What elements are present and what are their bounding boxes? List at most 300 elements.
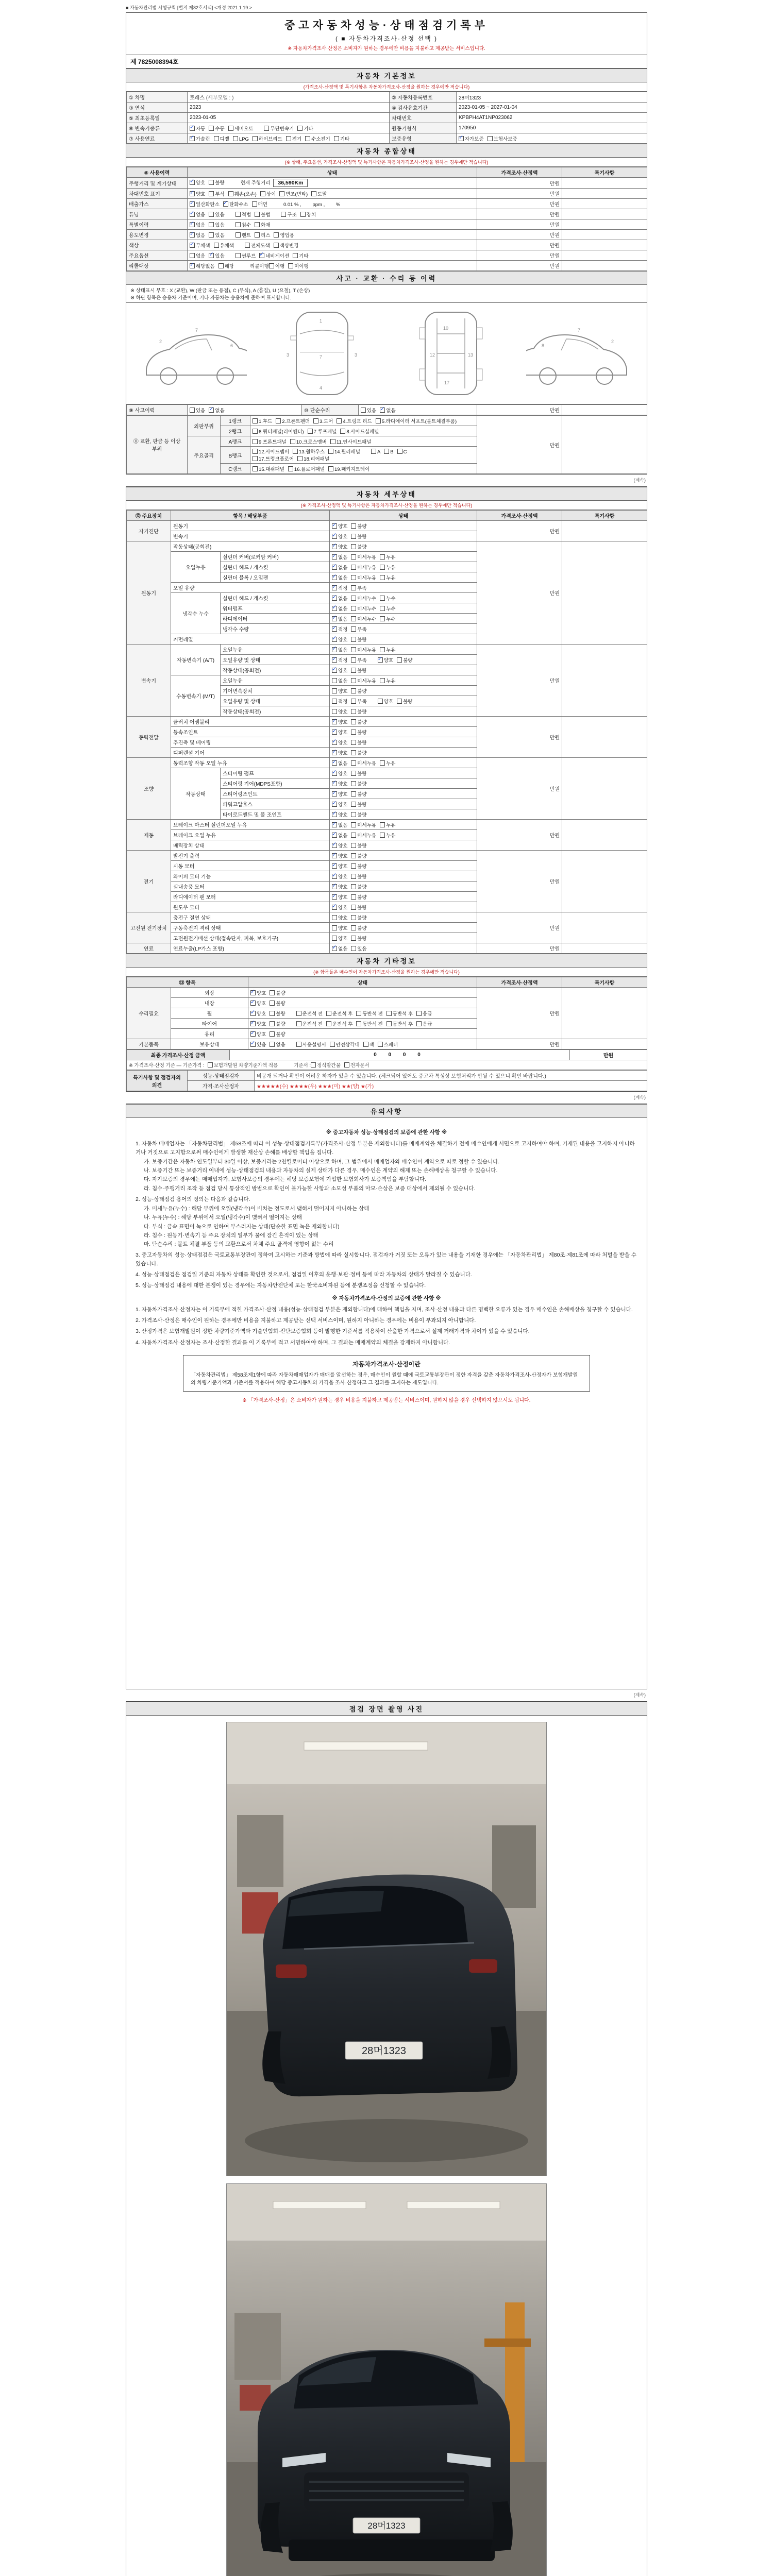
checkbox-item[interactable] bbox=[332, 699, 347, 705]
checkbox-미세누수[interactable] bbox=[351, 606, 356, 611]
checkbox-네비게이션[interactable] bbox=[259, 253, 264, 258]
checkbox-디젤[interactable] bbox=[214, 136, 219, 141]
checkbox-불량[interactable] bbox=[351, 730, 356, 735]
checkbox-누수[interactable] bbox=[380, 616, 385, 621]
checks-cell[interactable] bbox=[330, 665, 477, 675]
checkbox-양호[interactable] bbox=[332, 863, 337, 869]
checks-cell[interactable] bbox=[359, 405, 477, 415]
checkbox-동반석 전[interactable] bbox=[356, 1011, 361, 1016]
checkbox-item[interactable] bbox=[332, 534, 347, 540]
checkbox-적정[interactable] bbox=[332, 657, 337, 663]
checkbox-item[interactable] bbox=[270, 1011, 285, 1017]
checkbox-item[interactable] bbox=[279, 192, 308, 197]
checkbox-양호[interactable] bbox=[250, 1031, 256, 1037]
checkbox-적정[interactable] bbox=[332, 626, 337, 632]
checkbox-item[interactable] bbox=[351, 679, 376, 684]
checks-cell[interactable] bbox=[330, 727, 477, 737]
checkbox-item[interactable] bbox=[296, 1011, 323, 1017]
checkbox-양호[interactable] bbox=[250, 1001, 256, 1006]
warranty-checks[interactable] bbox=[457, 133, 647, 144]
checkbox-불법[interactable] bbox=[255, 212, 260, 217]
checkbox-item[interactable] bbox=[337, 419, 372, 425]
checkbox-item[interactable] bbox=[351, 545, 366, 550]
checks-cell[interactable] bbox=[330, 943, 477, 954]
checkbox-item[interactable] bbox=[255, 212, 270, 218]
checkbox-item[interactable] bbox=[270, 1042, 285, 1048]
checkbox-item[interactable] bbox=[252, 202, 267, 208]
checkbox-19.패키지트레이[interactable] bbox=[328, 466, 333, 471]
checks-cell[interactable] bbox=[330, 809, 477, 820]
checkbox-item[interactable] bbox=[288, 264, 309, 269]
checkbox-없음[interactable] bbox=[380, 408, 385, 413]
checkbox-item[interactable] bbox=[209, 233, 224, 239]
checks-cell[interactable] bbox=[330, 737, 477, 748]
checkbox-item[interactable] bbox=[264, 126, 294, 132]
checkbox-화재[interactable] bbox=[255, 222, 260, 227]
checkbox-누유[interactable] bbox=[380, 760, 385, 766]
checkbox-기타[interactable] bbox=[293, 253, 298, 258]
checkbox-item[interactable] bbox=[332, 658, 347, 664]
checkbox-item[interactable] bbox=[228, 192, 257, 197]
checkbox-item[interactable] bbox=[214, 243, 234, 249]
checks-cell[interactable] bbox=[330, 840, 477, 851]
checkbox-item[interactable] bbox=[297, 456, 329, 462]
checkbox-item[interactable] bbox=[380, 761, 395, 767]
checkbox-item[interactable] bbox=[332, 545, 347, 550]
checkbox-item[interactable] bbox=[332, 761, 347, 767]
checkbox-기타[interactable] bbox=[334, 136, 339, 141]
checkbox-item[interactable] bbox=[208, 1063, 278, 1069]
checkbox-item[interactable] bbox=[250, 1022, 266, 1027]
checkbox-item[interactable] bbox=[351, 617, 376, 622]
checkbox-item[interactable] bbox=[351, 596, 376, 602]
checkbox-item[interactable] bbox=[236, 223, 251, 228]
checkbox-양호[interactable] bbox=[332, 771, 337, 776]
checkbox-양호[interactable] bbox=[378, 699, 383, 704]
checkbox-9.프론트패널[interactable] bbox=[253, 439, 258, 444]
checkbox-item[interactable] bbox=[190, 137, 210, 142]
checkbox-item[interactable] bbox=[351, 668, 366, 674]
checkbox-10.크로스멤버[interactable] bbox=[290, 439, 295, 444]
checkbox-미세누유[interactable] bbox=[351, 833, 356, 838]
checkbox-자가보증[interactable] bbox=[459, 136, 464, 141]
checkbox-item[interactable] bbox=[328, 449, 360, 455]
checks-cell[interactable] bbox=[250, 416, 477, 426]
checkbox-응급[interactable] bbox=[416, 1021, 422, 1026]
transmission-checks[interactable] bbox=[188, 123, 390, 133]
checkbox-운전석 전[interactable] bbox=[296, 1011, 301, 1016]
checkbox-양호[interactable] bbox=[332, 915, 337, 920]
checkbox-불량[interactable] bbox=[351, 812, 356, 817]
checks-cell[interactable] bbox=[330, 521, 477, 531]
checkbox-해당없음[interactable] bbox=[190, 263, 195, 268]
checkbox-없음[interactable] bbox=[190, 253, 195, 258]
checkbox-item[interactable] bbox=[253, 449, 289, 455]
checkbox-item[interactable] bbox=[380, 606, 395, 612]
checkbox-불량[interactable] bbox=[351, 925, 356, 930]
checkbox-있음[interactable] bbox=[250, 1042, 256, 1047]
checkbox-불량[interactable] bbox=[351, 688, 356, 693]
checkbox-item[interactable] bbox=[190, 264, 215, 269]
checkbox-불량[interactable] bbox=[351, 791, 356, 796]
checkbox-양호[interactable] bbox=[332, 750, 337, 755]
checkbox-item[interactable] bbox=[380, 823, 395, 828]
checkbox-렌트[interactable] bbox=[236, 232, 241, 238]
checkbox-item[interactable] bbox=[351, 761, 376, 767]
checkbox-item[interactable] bbox=[190, 233, 205, 239]
checkbox-item[interactable] bbox=[380, 833, 395, 839]
checkbox-item[interactable] bbox=[332, 627, 347, 633]
checkbox-없음[interactable] bbox=[332, 946, 337, 951]
checkbox-16.플로어패널[interactable] bbox=[288, 466, 293, 471]
checkbox-item[interactable] bbox=[330, 439, 372, 445]
checkbox-item[interactable] bbox=[296, 1022, 323, 1027]
checkbox-item[interactable] bbox=[330, 1042, 360, 1048]
checkbox-item[interactable] bbox=[380, 596, 395, 602]
checkbox-item[interactable] bbox=[378, 1042, 398, 1048]
checkbox-탄화수소[interactable] bbox=[223, 201, 228, 207]
checkbox-item[interactable] bbox=[344, 1063, 369, 1069]
checks-cell[interactable] bbox=[330, 645, 477, 655]
checkbox-1.후드[interactable] bbox=[253, 418, 258, 423]
checkbox-item[interactable] bbox=[270, 991, 285, 996]
checkbox-B[interactable] bbox=[384, 449, 389, 454]
checkbox-item[interactable] bbox=[332, 792, 347, 798]
checks-cell[interactable] bbox=[330, 552, 477, 562]
checkbox-item[interactable] bbox=[332, 895, 347, 901]
checkbox-누수[interactable] bbox=[380, 596, 385, 601]
checkbox-6.쿼터패널(리어펜더)[interactable] bbox=[253, 429, 258, 434]
checkbox-item[interactable] bbox=[209, 253, 224, 259]
checkbox-item[interactable] bbox=[351, 555, 376, 561]
checkbox-무단변속기[interactable] bbox=[264, 126, 269, 131]
checkbox-운전석 후[interactable] bbox=[326, 1011, 331, 1016]
checkbox-누유[interactable] bbox=[380, 554, 385, 560]
checkbox-item[interactable] bbox=[351, 740, 366, 746]
checkbox-item[interactable] bbox=[363, 1042, 374, 1048]
checkbox-item[interactable] bbox=[308, 429, 337, 435]
checkbox-item[interactable] bbox=[351, 637, 366, 643]
checkbox-item[interactable] bbox=[351, 874, 366, 880]
checkbox-양호[interactable] bbox=[190, 180, 195, 185]
checkbox-전자문서[interactable] bbox=[344, 1062, 349, 1067]
checkbox-부족[interactable] bbox=[351, 585, 356, 590]
checkbox-item[interactable] bbox=[332, 885, 347, 890]
checkbox-item[interactable] bbox=[340, 429, 379, 435]
checkbox-훼손(오손)[interactable] bbox=[228, 191, 233, 196]
checkbox-양호[interactable] bbox=[332, 894, 337, 900]
checkbox-불량[interactable] bbox=[351, 740, 356, 745]
checks-cell[interactable] bbox=[330, 912, 477, 923]
checkbox-불량[interactable] bbox=[351, 802, 356, 807]
checkbox-item[interactable] bbox=[250, 1042, 266, 1048]
checkbox-item[interactable] bbox=[236, 253, 256, 259]
checkbox-누유[interactable] bbox=[380, 647, 385, 652]
checks-cell[interactable] bbox=[330, 541, 477, 552]
checkbox-item[interactable] bbox=[190, 408, 205, 414]
checks-cell[interactable] bbox=[330, 748, 477, 758]
checkbox-item[interactable] bbox=[209, 212, 224, 218]
checkbox-item[interactable] bbox=[332, 720, 347, 725]
checks-cell[interactable] bbox=[330, 706, 477, 717]
checkbox-item[interactable] bbox=[332, 730, 347, 736]
checkbox-item[interactable] bbox=[281, 212, 296, 218]
checkbox-item[interactable] bbox=[351, 627, 366, 633]
checkbox-미세누유[interactable] bbox=[351, 678, 356, 683]
checkbox-item[interactable] bbox=[351, 771, 366, 777]
checkbox-item[interactable] bbox=[296, 1042, 326, 1048]
checkbox-item[interactable] bbox=[351, 586, 366, 591]
odometer-cell[interactable] bbox=[188, 178, 477, 189]
checkbox-양호[interactable] bbox=[332, 740, 337, 745]
checkbox-item[interactable] bbox=[351, 524, 366, 530]
checkbox-누수[interactable] bbox=[380, 606, 385, 611]
checkbox-item[interactable] bbox=[190, 253, 205, 259]
checkbox-색상변경[interactable] bbox=[274, 243, 279, 248]
checkbox-item[interactable] bbox=[245, 243, 270, 249]
checkbox-item[interactable] bbox=[332, 936, 347, 942]
checkbox-운전석 전[interactable] bbox=[296, 1021, 301, 1026]
checkbox-미세누유[interactable] bbox=[351, 760, 356, 766]
checkbox-불량[interactable] bbox=[270, 1031, 275, 1037]
checkbox-양호[interactable] bbox=[332, 709, 337, 714]
checkbox-일산화탄소[interactable] bbox=[190, 201, 195, 207]
checkbox-item[interactable] bbox=[332, 946, 347, 952]
checkbox-item[interactable] bbox=[332, 843, 347, 849]
checkbox-item[interactable] bbox=[250, 1032, 266, 1038]
checks-cell[interactable] bbox=[330, 686, 477, 696]
checkbox-item[interactable] bbox=[332, 740, 347, 746]
checkbox-item[interactable] bbox=[253, 429, 304, 435]
checkbox-item[interactable] bbox=[351, 895, 366, 901]
checkbox-item[interactable] bbox=[255, 233, 270, 239]
checkbox-item[interactable] bbox=[332, 782, 347, 787]
checkbox-item[interactable] bbox=[332, 854, 347, 859]
checkbox-item[interactable] bbox=[351, 854, 366, 859]
checkbox-item[interactable] bbox=[334, 137, 349, 142]
checkbox-자동[interactable] bbox=[190, 126, 195, 131]
checkbox-불량[interactable] bbox=[397, 699, 402, 704]
checkbox-item[interactable] bbox=[351, 751, 366, 756]
checkbox-동반석 후[interactable] bbox=[386, 1021, 392, 1026]
checkbox-18.리어패널[interactable] bbox=[297, 456, 303, 461]
checks-cell[interactable] bbox=[330, 799, 477, 809]
checkbox-불량[interactable] bbox=[351, 915, 356, 920]
checkbox-불량[interactable] bbox=[270, 1001, 275, 1006]
checkbox-item[interactable] bbox=[361, 408, 376, 414]
checkbox-구조[interactable] bbox=[281, 212, 286, 217]
checkbox-불량[interactable] bbox=[351, 894, 356, 900]
checkbox-item[interactable] bbox=[223, 202, 248, 208]
checks-cell[interactable] bbox=[330, 717, 477, 727]
checkbox-없음[interactable] bbox=[332, 596, 337, 601]
checkbox-불량[interactable] bbox=[351, 709, 356, 714]
checkbox-적정[interactable] bbox=[332, 585, 337, 590]
checkbox-없음[interactable] bbox=[190, 232, 195, 238]
checkbox-item[interactable] bbox=[351, 792, 366, 798]
checks-cell[interactable] bbox=[248, 1008, 477, 1019]
checks-cell[interactable] bbox=[330, 851, 477, 861]
checkbox-불량[interactable] bbox=[351, 853, 356, 858]
checkbox-불량[interactable] bbox=[351, 750, 356, 755]
checkbox-부족[interactable] bbox=[351, 699, 356, 704]
checkbox-item[interactable] bbox=[380, 679, 395, 684]
checkbox-기타[interactable] bbox=[297, 126, 303, 131]
checkbox-가솔린[interactable] bbox=[190, 136, 195, 141]
checkbox-없음[interactable] bbox=[332, 822, 337, 827]
checkbox-item[interactable] bbox=[190, 223, 205, 228]
checks-cell[interactable] bbox=[330, 830, 477, 840]
checkbox-item[interactable] bbox=[351, 720, 366, 725]
checkbox-있음[interactable] bbox=[209, 222, 214, 227]
checkbox-미세누수[interactable] bbox=[351, 596, 356, 601]
checkbox-불량[interactable] bbox=[351, 863, 356, 869]
checkbox-양호[interactable] bbox=[332, 719, 337, 724]
checkbox-있음[interactable] bbox=[209, 212, 214, 217]
checkbox-장치[interactable] bbox=[300, 212, 306, 217]
checkbox-응급[interactable] bbox=[416, 1011, 422, 1016]
checkbox-11.인사이드패널[interactable] bbox=[330, 439, 335, 444]
checks-cell[interactable] bbox=[330, 696, 477, 706]
checkbox-item[interactable] bbox=[332, 565, 347, 571]
checkbox-item[interactable] bbox=[332, 648, 347, 653]
checkbox-운전석 후[interactable] bbox=[326, 1021, 331, 1026]
checkbox-불량[interactable] bbox=[351, 884, 356, 889]
checkbox-item[interactable] bbox=[332, 874, 347, 880]
checkbox-누유[interactable] bbox=[380, 822, 385, 827]
checkbox-부족[interactable] bbox=[351, 626, 356, 632]
checkbox-item[interactable] bbox=[311, 1063, 341, 1069]
checkbox-불량[interactable] bbox=[351, 905, 356, 910]
checkbox-침수[interactable] bbox=[236, 222, 241, 227]
checkbox-item[interactable] bbox=[380, 648, 395, 653]
checkbox-item[interactable] bbox=[190, 180, 205, 186]
checkbox-양호[interactable] bbox=[332, 802, 337, 807]
checkbox-없음[interactable] bbox=[332, 606, 337, 611]
checkbox-item[interactable] bbox=[351, 864, 366, 870]
checkbox-item[interactable] bbox=[209, 223, 224, 228]
checkbox-item[interactable] bbox=[397, 658, 412, 664]
checks-cell[interactable] bbox=[330, 892, 477, 902]
checkbox-도말[interactable] bbox=[311, 191, 316, 196]
checkbox-item[interactable] bbox=[332, 812, 347, 818]
checkbox-누유[interactable] bbox=[380, 678, 385, 683]
checkbox-item[interactable] bbox=[371, 449, 380, 455]
checkbox-미세누유[interactable] bbox=[351, 822, 356, 827]
checkbox-item[interactable] bbox=[332, 751, 347, 756]
checks-cell[interactable] bbox=[250, 436, 477, 447]
checks-cell[interactable] bbox=[330, 923, 477, 933]
checkbox-양호[interactable] bbox=[332, 730, 337, 735]
checkbox-LPG[interactable] bbox=[233, 136, 238, 141]
checks-cell[interactable] bbox=[188, 250, 477, 261]
checkbox-item[interactable] bbox=[332, 637, 347, 643]
checkbox-양호[interactable] bbox=[332, 884, 337, 889]
checkbox-item[interactable] bbox=[326, 1011, 352, 1017]
checkbox-item[interactable] bbox=[332, 771, 347, 777]
checks-cell[interactable] bbox=[188, 240, 477, 250]
checkbox-C[interactable] bbox=[397, 449, 402, 454]
checkbox-item[interactable] bbox=[332, 668, 347, 674]
checkbox-item[interactable] bbox=[397, 449, 407, 455]
checkbox-item[interactable] bbox=[233, 137, 249, 142]
checkbox-불량[interactable] bbox=[351, 874, 356, 879]
checks-cell[interactable] bbox=[250, 464, 477, 474]
checkbox-item[interactable] bbox=[332, 864, 347, 870]
checkbox-item[interactable] bbox=[214, 137, 229, 142]
checks-cell[interactable] bbox=[330, 562, 477, 572]
checkbox-item[interactable] bbox=[380, 617, 395, 622]
checkbox-item[interactable] bbox=[313, 419, 333, 425]
checkbox-item[interactable] bbox=[332, 823, 347, 828]
checks-cell[interactable] bbox=[330, 861, 477, 871]
checkbox-불량[interactable] bbox=[270, 1021, 275, 1026]
checkbox-7.루프패널[interactable] bbox=[308, 429, 313, 434]
checkbox-무채색[interactable] bbox=[190, 243, 195, 248]
checkbox-있음[interactable] bbox=[209, 253, 214, 258]
checkbox-item[interactable] bbox=[416, 1022, 432, 1027]
checkbox-누유[interactable] bbox=[380, 565, 385, 570]
checkbox-item[interactable] bbox=[351, 812, 366, 818]
checkbox-양호[interactable] bbox=[250, 1011, 256, 1016]
checkbox-미세누유[interactable] bbox=[351, 647, 356, 652]
checkbox-item[interactable] bbox=[376, 419, 457, 425]
checkbox-양호[interactable] bbox=[250, 1021, 256, 1026]
checkbox-item[interactable] bbox=[311, 192, 327, 197]
checkbox-양호[interactable] bbox=[332, 637, 337, 642]
checkbox-상이[interactable] bbox=[260, 191, 265, 196]
checkbox-양호[interactable] bbox=[250, 990, 256, 995]
checkbox-item[interactable] bbox=[380, 565, 395, 571]
checkbox-item[interactable] bbox=[397, 699, 412, 705]
checkbox-item[interactable] bbox=[250, 1011, 266, 1017]
checkbox-item[interactable] bbox=[297, 126, 313, 132]
checks-cell[interactable] bbox=[330, 593, 477, 603]
checkbox-불량[interactable] bbox=[351, 719, 356, 724]
checkbox-item[interactable] bbox=[260, 192, 276, 197]
checkbox-없음[interactable] bbox=[332, 833, 337, 838]
checks-cell[interactable] bbox=[188, 209, 477, 219]
checks-cell[interactable] bbox=[330, 572, 477, 583]
checkbox-item[interactable] bbox=[332, 606, 347, 612]
checkbox-불량[interactable] bbox=[351, 637, 356, 642]
checkbox-item[interactable] bbox=[219, 264, 234, 269]
checkbox-item[interactable] bbox=[209, 180, 224, 186]
checkbox-item[interactable] bbox=[255, 223, 270, 228]
checkbox-보험개발원 차량기준가액 적용[interactable] bbox=[208, 1062, 213, 1067]
checkbox-안전삼각대[interactable] bbox=[330, 1042, 335, 1047]
checkbox-item[interactable] bbox=[416, 1011, 432, 1017]
checkbox-양호[interactable] bbox=[332, 874, 337, 879]
checks-cell[interactable] bbox=[330, 655, 477, 665]
checkbox-있음[interactable] bbox=[190, 408, 195, 413]
checkbox-item[interactable] bbox=[351, 802, 366, 808]
checkbox-item[interactable] bbox=[332, 833, 347, 839]
checkbox-item[interactable] bbox=[190, 192, 205, 197]
checkbox-8.사이드실패널[interactable] bbox=[340, 429, 345, 434]
checkbox-item[interactable] bbox=[378, 658, 393, 664]
checks-cell[interactable] bbox=[248, 1019, 477, 1029]
checkbox-불량[interactable] bbox=[270, 990, 275, 995]
checkbox-리스[interactable] bbox=[255, 232, 260, 238]
checkbox-불량[interactable] bbox=[397, 657, 402, 663]
checkbox-item[interactable] bbox=[351, 926, 366, 931]
checkbox-item[interactable] bbox=[332, 524, 347, 530]
checkbox-양호[interactable] bbox=[190, 191, 195, 196]
checkbox-없음[interactable] bbox=[332, 678, 337, 683]
price-basis-cell[interactable] bbox=[127, 1060, 647, 1070]
checkbox-누유[interactable] bbox=[380, 833, 385, 838]
